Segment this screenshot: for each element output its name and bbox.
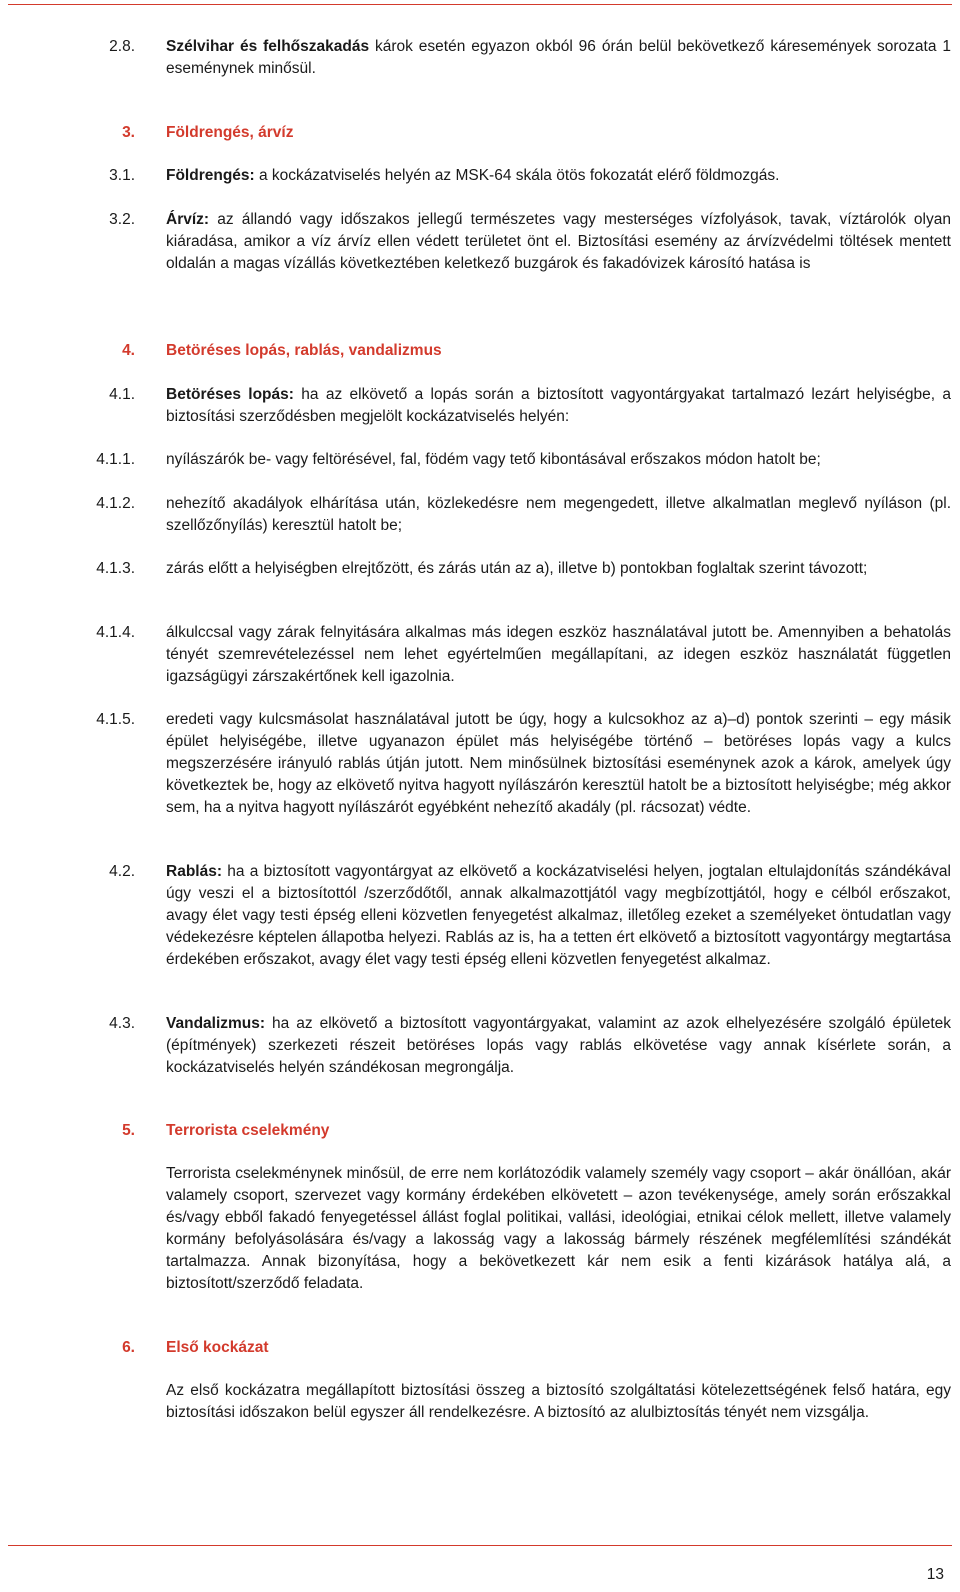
section-heading: Földrengés, árvíz: [166, 124, 294, 141]
clause-text: álkulccsal vagy zárak felnyitására alkalmas más idegen eszköz használatával jutott be. Amennyiben a behatolás tényét szemrevételezéssel nem lehet egyértelműen megállapítani, az idegen eszköz használatát független igazságügyi zárszakértőnek kell igazolnia.: [166, 624, 951, 685]
clause-number: 4.1.1.: [96, 451, 135, 468]
clause-text: nehezítő akadályok elhárítása után, közlekedésre nem megengedett, illetve alkalmatlan meglevő nyíláson (pl. szellőzőnyílás) keresztül hatolt be;: [166, 495, 951, 534]
clause-number: 4.1.: [109, 386, 135, 403]
top-rule: [8, 4, 952, 5]
clause-text: Földrengés: a kockázatviselés helyén az MSK-64 skála ötös fokozatát elérő földmozgás.: [166, 167, 780, 184]
clause-number: 4.2.: [109, 863, 135, 880]
clause-text: Betöréses lopás: ha az elkövető a lopás során a biztosított vagyontárgyakat tartalmazó lezárt helyiségbe, a biztosítási szerződésben megjelölt kockázatviselés helyén:: [166, 386, 951, 425]
section-heading: Betöréses lopás, rablás, vandalizmus: [166, 342, 442, 359]
paragraph-text: Terrorista cselekménynek minősül, de erre nem korlátozódik valamely személy vagy csoport – akár önállóan, akár valamely csoport, szervezet vagy kormány érdekében elkövetett – azon tevékenysége, amely során erőszakkal és/vagy ebből fakadó fenyegetéssel állást foglal politikai, vallási, ideológiai, etnikai célok mellett, illetve valamely kormány befolyásolására és/vagy a lakosság vagy a lakosság bármely részének megfélemlítési szándékát tartalmazza. Annak bizonyítása, hogy a bekövetkezett kár nem esik a fenti kizárások hatálya alá, a biztosított/szerződő feladata.: [166, 1165, 951, 1292]
section-heading: Terrorista cselekmény: [166, 1122, 330, 1139]
clause-text: eredeti vagy kulcsmásolat használatával jutott be úgy, hogy a kulcsokhoz az a)–d) pontok szerinti – egy másik épület helyiségébe, illetve ugyanazon épület más helyiségébe történő – betöréses lopás vagy a kulcs megszerzésére irányuló rablás útján jutott. Nem minősülnek biztosítási eseménynek azok a károk, amelyek úgy következtek be, hogy az elkövető nyitva hagyott nyílászárón keresztül hatolt be a biztosított helyiségbe; még akkor sem, ha a nyitva hagyott nyílászárót egyébként nehezítő akadály (pl. rácsozat) védte.: [166, 711, 951, 816]
clause-lead: Szélvihar és felhőszakadás: [166, 38, 370, 55]
section-number: 3.: [122, 124, 135, 141]
clause-lead: Betöréses lopás:: [166, 386, 294, 403]
section-heading: Első kockázat: [166, 1339, 269, 1356]
clause-number: 4.1.4.: [96, 624, 135, 641]
bottom-rule: [8, 1545, 952, 1546]
clause-number: 4.1.2.: [96, 495, 135, 512]
clause-text: nyílászárók be- vagy feltörésével, fal, födém vagy tető kibontásával erőszakos módon hatolt be;: [166, 451, 821, 468]
clause-text: zárás előtt a helyiségben elrejtőzött, és zárás után az a), illetve b) pontokban foglaltak szerint távozott;: [166, 560, 868, 577]
section-number: 4.: [122, 342, 135, 359]
clause-lead: Vandalizmus:: [166, 1015, 266, 1032]
clause-text: Vandalizmus: ha az elkövető a biztosított vagyontárgyakat, valamint az azok elhelyezésére szolgáló épületek (építmények) szerkezeti részeit betöréses lopás vagy rablás elkövetése vagy annak kísérlete során, a kockázatviselés helyén szándékosan megrongálja.: [166, 1015, 951, 1076]
clause-number: 3.2.: [109, 211, 135, 228]
clause-text: Árvíz: az állandó vagy időszakos jellegű természetes vagy mesterséges vízfolyások, tavak, víztárolók olyan kiáradása, amikor a víz árvíz ellen védett területet önt el. Biztosítási esemény az árvízvédelmi töltések mentett oldalán a magas vízállás következtében keletkező buzgárok és fakadóvizek károsító hatása is: [166, 211, 951, 272]
clause-number: 2.8.: [109, 38, 135, 55]
paragraph-text: Az első kockázatra megállapított biztosítási összeg a biztosító szolgáltatási kötelezettségének felső határa, egy biztosítási időszakon belül egyszer áll rendelkezésre. A biztosító az alulbiztosítás tényét nem vizsgálja.: [166, 1382, 951, 1421]
clause-lead: Földrengés:: [166, 167, 255, 184]
page-number: 13: [926, 1566, 944, 1583]
clause-lead: Árvíz:: [166, 211, 210, 228]
clause-number: 3.1.: [109, 167, 135, 184]
section-number: 5.: [122, 1122, 135, 1139]
clause-text: Szélvihar és felhőszakadás károk esetén egyazon okból 96 órán belül bekövetkező káresemények sorozata 1 eseménynek minősül.: [166, 38, 951, 77]
clause-number: 4.1.5.: [96, 711, 135, 728]
clause-number: 4.3.: [109, 1015, 135, 1032]
section-number: 6.: [122, 1339, 135, 1356]
clause-text: Rablás: ha a biztosított vagyontárgyat az elkövető a kockázatviselési helyen, jogtalan eltulajdonítás szándékával úgy veszi el a biztosítottól /szerződőtől, annak alkalmazottjától vagy megbízottjától, hogy e célból erőszakot, avagy élet vagy testi épség elleni közvetlen fenyegetést alkalmaz, illetőleg ezeket a személyeket öntudatlan vagy védekezésre képtelen állapotba helyezi. Rablás az is, ha a tetten ért elkövető a biztosított vagyontárgy megtartása érdekében erőszakot, avagy élet vagy testi épség elleni közvetlen fenyegetést alkalmaz.: [166, 863, 951, 968]
clause-number: 4.1.3.: [96, 560, 135, 577]
clause-lead: Rablás:: [166, 863, 222, 880]
